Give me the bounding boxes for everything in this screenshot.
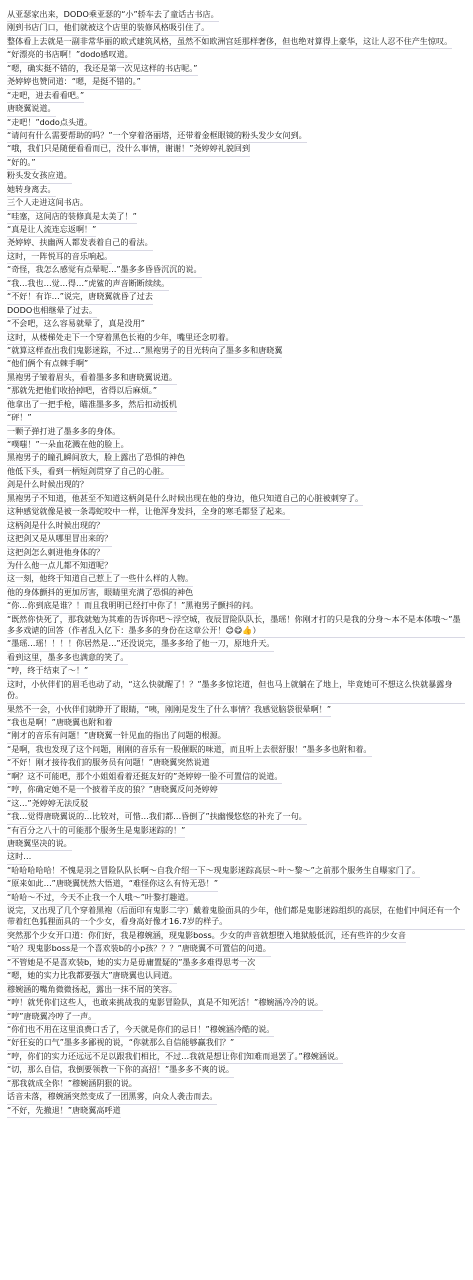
paragraph: “你…你到底是谁？！而且我明明已经打中你了！”黑袍男子颤抖的问。 <box>7 600 258 613</box>
paragraph: 果然不一会，小伙伴们就睁开了眼睛，“咦，刚刚是发生了什么事情？我感觉脑袋很晕啊！” <box>7 704 331 717</box>
paragraph: “你们也不用在这里浪费口舌了，今天就是你们的忌日！”穆婉涵冷酷的说。 <box>7 1024 274 1037</box>
paragraph: 这时，一阵悦耳的音乐响起。 <box>7 251 112 264</box>
paragraph: “砰！” <box>7 412 32 425</box>
paragraph: 整体看上去就是一副非常华丽的欧式建筑风格，虽然不如欧洲宫廷那样奢侈，但也绝对算得上豪华，这让人忍不住产生惊叹。 <box>7 36 452 49</box>
paragraph: “奇怪，我怎么感觉有点晕呢…”墨多多昏昏沉沉的说。 <box>7 264 202 277</box>
paragraph: 尧婷婷、扶幽两人都发表着自己的看法。 <box>7 237 153 250</box>
paragraph: “切，那么自信，我倒要领教一下你的高招！”墨多多不爽的说。 <box>7 1064 234 1077</box>
paragraph: 他拿出了一把手枪，瞄准墨多多，然后扣动扳机 <box>7 399 177 412</box>
paragraph: “哈？现鬼影boss是一个喜欢装b的小p孩？？？”唐晓翼不可置信的问道。 <box>7 943 271 956</box>
paragraph: “就算这样查出我们鬼影迷踪，不过…”黑袍男子的目光转向了墨多多和唐晓翼 <box>7 345 282 358</box>
paragraph: 突然那个少女开口道：你们好，我是穆婉涵，现鬼影boss。少女的声音就想堕入地狱般低沉，还有些许的少女音 <box>7 930 406 943</box>
paragraph: 黑袍男子的瞳孔瞬间放大，脸上露出了恐惧的神色 <box>7 452 185 465</box>
paragraph: 唐晓翼坚决的说。 <box>7 838 72 851</box>
paragraph: 他低下头，看到一柄短剑贯穿了自己的心脏。 <box>7 466 169 479</box>
paragraph: “好的。” <box>7 157 36 170</box>
paragraph: 这时，小伙伴们的眉毛也动了动，“这么快就醒了！？”墨多多惊诧道，但也马上就躺在了地上，毕竟她可不想这么快就暴露身份。 <box>7 679 465 704</box>
paragraph: 为什么他一点儿都不知道呢？ <box>7 560 112 573</box>
paragraph: 粉头发女孩应道。 <box>7 170 72 183</box>
paragraph: “噗嗤！”一朵血花溅在他的脸上。 <box>7 439 129 452</box>
paragraph: “哈哈哈哈哈！不愧是羽之冒险队队长啊～自我介绍一下～现鬼影迷踪高层～叶～黎～”之前那个服务生自曝家门了。 <box>7 865 420 878</box>
paragraph: 她转身离去。 <box>7 184 56 197</box>
paragraph: “哇塞，这间店的装修真是太美了！” <box>7 211 137 224</box>
paragraph: 这种感觉就像是被一条毒蛇咬中一样，让他浑身发抖，全身的寒毛都竖了起来。 <box>7 506 290 519</box>
paragraph: “哼”唐晓翼冷哼了一声。 <box>7 1011 96 1024</box>
paragraph: 黑袍男子不知道，他甚至不知道这柄剑是什么时候出现在他的身边，他只知道自己的心脏被刺穿了。 <box>7 493 363 506</box>
paragraph: “好漂亮的书店啊！”dodo感叹道。 <box>7 49 133 62</box>
paragraph: “不管她是不是喜欢装b，她的实力是毋庸置疑的”墨多多难得思考一次 <box>7 957 255 970</box>
paragraph: 说完，又出现了几个穿着黑袍（后面印有鬼影二字）戴着鬼脸面具的少年，他们都是鬼影迷踪组织的高层，在他们中间还有一个带着红色狐狸面具的一个少女，看身高好像才16.7岁的样子。 <box>7 905 465 930</box>
paragraph: 从亚瑟家出来，DODO乘亚瑟的“小”轿车去了童话古书店。 <box>7 9 219 22</box>
paragraph: “不会吧，这么容易就晕了，真是没用” <box>7 318 145 331</box>
paragraph: “这…”尧婷婷无法反驳 <box>7 798 88 811</box>
paragraph: “哦，我们只是随便看看而已，没什么事情，谢谢！”尧婷婷礼貌回到 <box>7 143 250 156</box>
paragraph: “请问有什么需要帮助的吗？”一个穿着洛丽塔，还带着金框眼镜的粉头发少女问到。 <box>7 130 307 143</box>
paragraph: “哼，终于结束了～！” <box>7 665 88 678</box>
paragraph: “墨瑶…瑶！！！！你居然是…”还没说完，墨多多给了他一刀，原地升天。 <box>7 638 274 651</box>
paragraph: “是啊，我也发现了这个问题，刚刚的音乐有一股催眠的味道，而且听上去很舒服！”墨多多也附和着。 <box>7 744 372 757</box>
paragraph: 黑袍男子皱着眉头，看着墨多多和唐晓翼说道。 <box>7 372 177 385</box>
paragraph: 唐晓翼说道。 <box>7 103 56 116</box>
paragraph: 看到这里，墨多多也满意的笑了。 <box>7 652 128 665</box>
paragraph: “我…觉得唐晓翼说的…比较对，可惜…我们都…昏倒了”扶幽慢悠悠的补充了一句。 <box>7 811 307 824</box>
paragraph: “走吧，进去看看吧。” <box>7 90 84 103</box>
paragraph: 话音未落，穆婉涵突然变成了一团黑雾，向众人袭击而去。 <box>7 1091 217 1104</box>
paragraph: “哼，你们的实力还远远不足以跟我们相比，不过…我就是想让你们知难而退罢了。”穆婉涵说。 <box>7 1051 343 1064</box>
paragraph: 剑是什么时候出现的？ <box>7 479 88 492</box>
paragraph: “走吧！”dodo点头道。 <box>7 117 92 130</box>
paragraph: “真是让人流连忘返啊！” <box>7 224 96 237</box>
paragraph: 这一刻，他终于知道自己惹上了一些什么样的人物。 <box>7 573 193 586</box>
paragraph: “啊？这不可能吧，那个小姐姐看着还挺友好的”尧婷婷一脸不可置信的说道。 <box>7 771 282 784</box>
paragraph: “不好！有诈…”说完，唐晓翼就昏了过去 <box>7 291 153 304</box>
paragraph: “我…我也…觉…得…”虎鲨的声音断断续续。 <box>7 278 169 291</box>
paragraph: 尧婷婷也赞同道：“嗯，是挺不错的。” <box>7 76 141 89</box>
paragraph: “不好，先撤退！”唐晓翼高呼道 <box>7 1105 121 1118</box>
paragraph: 一颗子弹打进了墨多多的身体。 <box>7 426 120 439</box>
paragraph: 他的身体颤抖的更加厉害，眼睛里充满了恐惧的神色 <box>7 587 193 600</box>
paragraph: “哈哈～不过，今天不止我一个人哦～”叶黎打趣道。 <box>7 892 193 905</box>
paragraph: “哼！就凭你们这些人，也敢来挑战我的鬼影冒险队，真是不知死活！”穆婉涵冷冷的说。 <box>7 997 323 1010</box>
paragraph: “原来如此…”唐晓翼恍然大悟道，“难怪你这么有恃无恐！” <box>7 878 218 891</box>
paragraph: 这把剑又是从哪里冒出来的？ <box>7 533 112 546</box>
paragraph: 这柄剑是什么时候出现的？ <box>7 520 104 533</box>
paragraph: “我也是啊！”唐晓翼也附和着 <box>7 717 113 730</box>
paragraph: 穆婉涵的嘴角微微扬起，露出一抹不屑的笑容。 <box>7 984 177 997</box>
paragraph: “那就先把他们收拾掉吧，省得以后麻烦。” <box>7 385 157 398</box>
paragraph: 这时… <box>7 851 31 864</box>
paragraph: “有百分之八十的可能那个服务生是鬼影迷踪的！” <box>7 825 185 838</box>
paragraph: “他们俩个有点棘手啊” <box>7 358 88 371</box>
paragraph: “哼，你确定她不是一个披着羊皮的狼？”唐晓翼反问尧婷婷 <box>7 784 218 797</box>
paragraph: 这把剑怎么刺进他身体的？ <box>7 547 104 560</box>
paragraph: “好狂妄的口气”墨多多鄙视的说，“你就那么自信能够赢我们？” <box>7 1037 234 1050</box>
paragraph: “不好！刚才接待我们的服务员有问题！”唐晓翼突然说道 <box>7 757 210 770</box>
paragraph: 这时，从楼梯处走下一个穿着黑色长袍的少年，嘴里还念叨着。 <box>7 332 234 345</box>
paragraph: “那我就成全你！”穆婉涵阴狠的说。 <box>7 1078 137 1091</box>
paragraph: “既然你快死了，那我就勉为其难的告诉你吧～浮空城，夜辰冒险队队长，墨瑶！你刚才打的只是我的分身～本不是本体哦～”墨多多戏谑的回答（作者乱入亿下：墨多多的身份在这章公开！😊😋👍） <box>7 614 465 639</box>
paragraph: 刚到书店门口，他们就被这个店里的装修风格吸引住了。 <box>7 22 209 35</box>
paragraph: “刚才的音乐有问题！”唐晓翼一针见血的指出了问题的根源。 <box>7 730 226 743</box>
paragraph: DODO也相继晕了过去。 <box>7 305 97 318</box>
paragraph: “嗯，确实挺不错的，我还是第一次见这样的书店呢。” <box>7 63 198 76</box>
paragraph: “嗯，她的实力比我都要强大”唐晓翼也认同道。 <box>7 970 177 983</box>
paragraph: 三个人走进这间书店。 <box>7 197 88 210</box>
